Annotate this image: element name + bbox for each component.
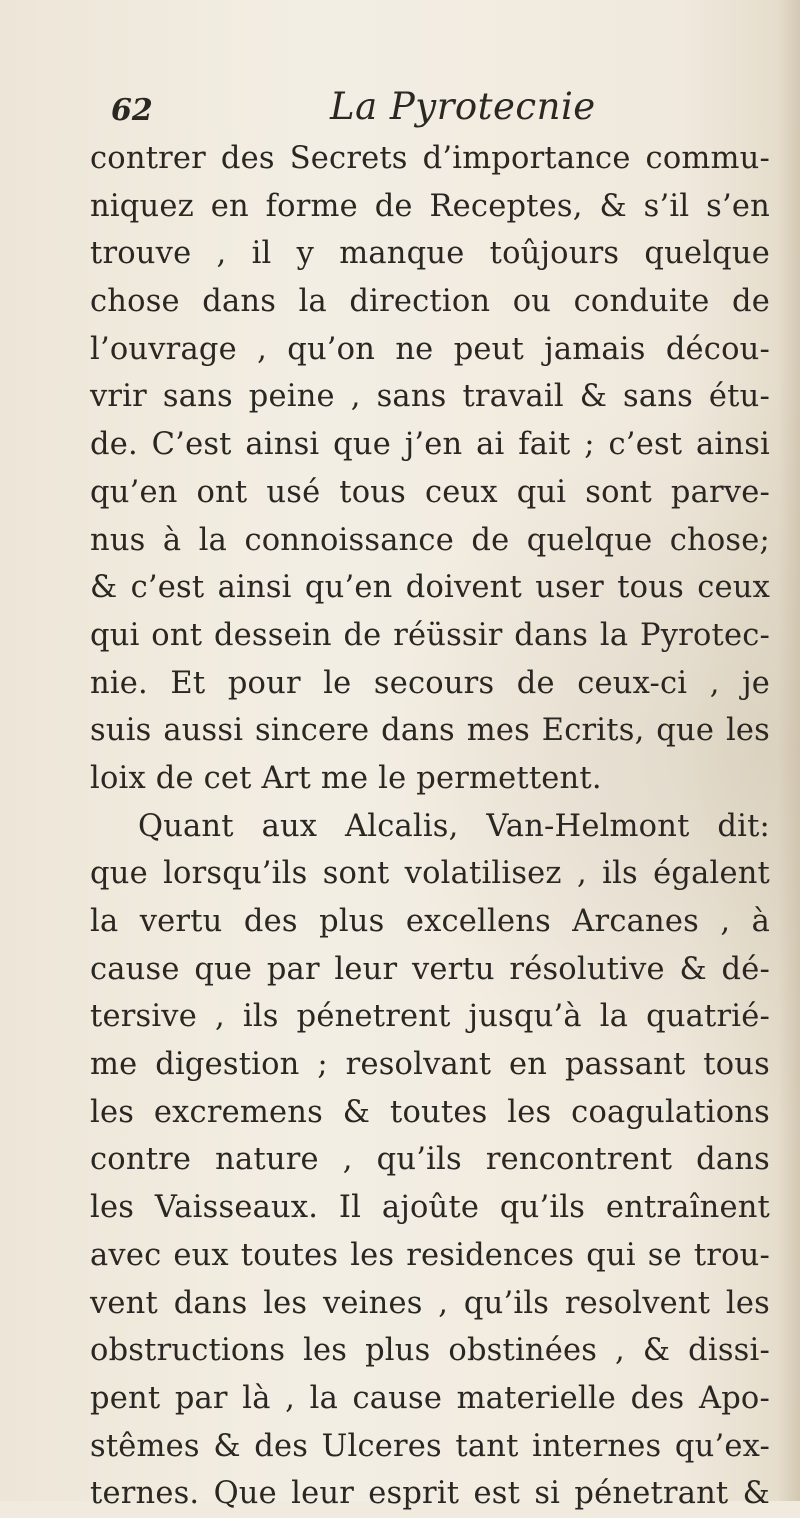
text-line: & c’est ainsi qu’en doivent user tous ceux bbox=[90, 570, 770, 606]
text-line: Quant aux Alcalis, Van-Helmont dit: bbox=[138, 808, 770, 844]
text-line: les excremens & toutes les coagulations bbox=[90, 1094, 770, 1130]
text-line: nie. Et pour le secours de ceux-ci , je bbox=[90, 665, 770, 701]
text-line: de. C’est ainsi que j’en ai fait ; c’est ainsi bbox=[90, 427, 770, 463]
text-line: la vertu des plus excellens Arcanes , à bbox=[90, 904, 770, 939]
page-number: 62 bbox=[111, 93, 153, 128]
text-line: contre nature , qu’ils rencontrent dans bbox=[90, 1142, 770, 1178]
page-header bbox=[0, 85, 800, 135]
text-line: suis aussi sincere dans mes Ecrits, que les bbox=[90, 713, 770, 749]
text-line: avec eux toutes les residences qui se trou- bbox=[90, 1237, 770, 1273]
text-line: l’ouvrage , qu’on ne peut jamais décou- bbox=[90, 331, 770, 367]
text-line: les Vaisseaux. Il ajoûte qu’ils entraînent bbox=[90, 1190, 770, 1226]
text-line: qu’en ont usé tous ceux qui sont parve- bbox=[90, 474, 770, 510]
text-line: obstructions les plus obstinées , & dissi- bbox=[90, 1333, 770, 1369]
text-line: contrer des Secrets d’importance commu- bbox=[90, 141, 770, 176]
page-edge-shadow bbox=[778, 0, 800, 1501]
text-line: tersive , ils pénetrent jusqu’à la quatrié- bbox=[90, 999, 770, 1035]
text-line: trouve , il y manque toûjours quelque bbox=[90, 236, 770, 272]
text-line: cause que par leur vertu résolutive & dé- bbox=[90, 951, 770, 987]
text-line: vent dans les veines , qu’ils resolvent les bbox=[90, 1285, 770, 1321]
text-line: ternes. Que leur esprit est si pénetrant & bbox=[90, 1476, 770, 1512]
running-title: La Pyrotecnie bbox=[330, 85, 596, 128]
text-line: vrir sans peine , sans travail & sans étu- bbox=[90, 379, 770, 415]
text-line: que lorsqu’ils sont volatilisez , ils égalent bbox=[90, 856, 770, 892]
text-line: me digestion ; resolvant en passant tous bbox=[90, 1047, 770, 1083]
text-line: loix de cet Art me le permettent. bbox=[90, 760, 602, 796]
body-text bbox=[90, 135, 770, 1518]
text-line: chose dans la direction ou conduite de bbox=[90, 284, 770, 320]
text-line: nus à la connoissance de quelque chose; bbox=[90, 522, 770, 558]
text-line: pent par là , la cause materielle des Apo- bbox=[90, 1380, 770, 1416]
text-line: qui ont dessein de réüssir dans la Pyrotec- bbox=[90, 617, 770, 653]
text-line: niquez en forme de Receptes, & s’il s’en bbox=[90, 188, 770, 224]
text-line: stêmes & des Ulceres tant internes qu’ex- bbox=[90, 1428, 770, 1464]
